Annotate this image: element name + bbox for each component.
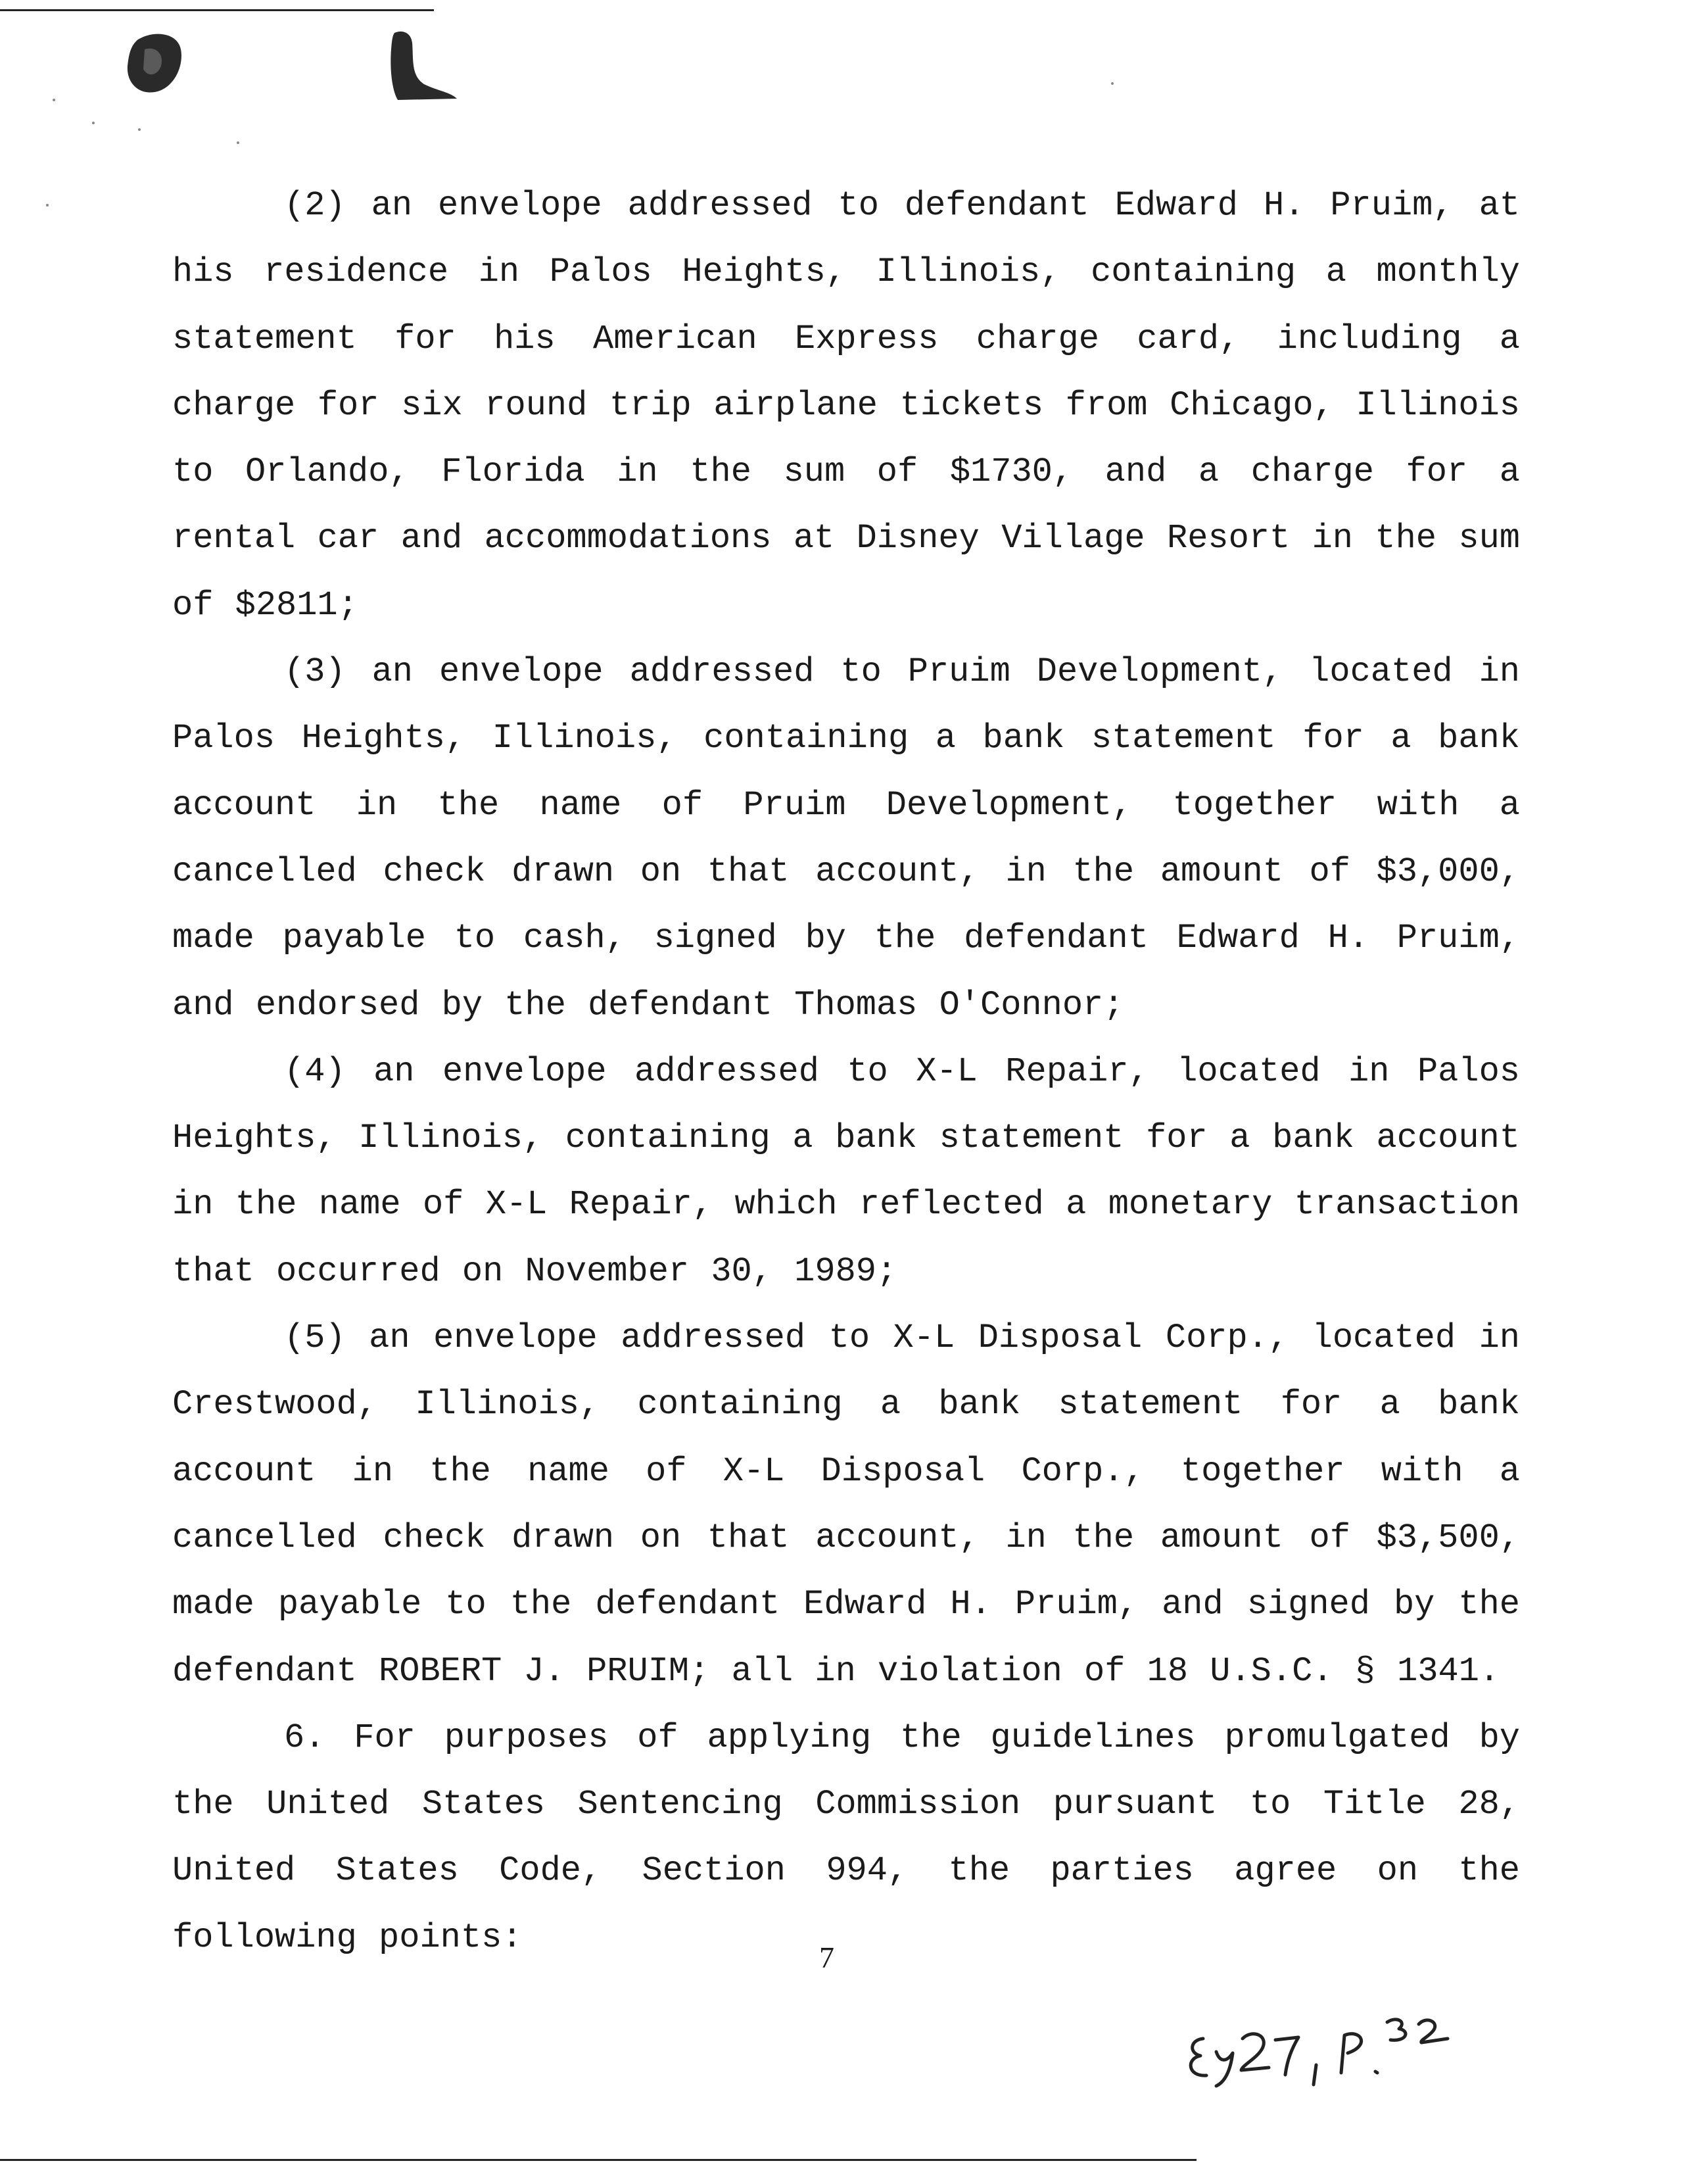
paragraph-text: (4) an envelope addressed to X-L Repair, located in Palos Heights, Illinois, containing a bank statement for a bank account in the name of X-L Repair, which reflected a monetary transaction that occurred on November 30, 1989; [172,1052,1520,1291]
handwritten-annotation [1177,1999,1479,2098]
scan-speck [46,204,49,206]
paragraph-text: (5) an envelope addressed to X-L Disposal Corp., located in Crestwood, Illinois, containing a bank statement for a bank account in the name of X-L Disposal Corp., together with a cancelled check drawn on that account, in the amount of $3,500, made payable to the defendant Edward H. Pruim, and signed by the defendant ROBERT J. PRUIM; all in violation of 18 U.S.C. § 1341. [172,1319,1520,1691]
paragraph-item-4 [172,1038,1520,1305]
scan-speck [237,141,239,144]
top-rule [0,9,434,11]
scan-speck [138,128,141,131]
page-number: 7 [819,1941,834,1974]
scan-smudge-left [118,26,197,99]
scan-speck [1111,82,1114,85]
scan-smudge-right [385,26,470,105]
scan-speck [53,99,55,101]
paragraph-item-2 [172,172,1520,639]
paragraph-text: (2) an envelope addressed to defendant Edward H. Pruim, at his residence in Palos Heights, Illinois, containing a monthly statement for his American Express charge card, including a charge for six round trip airplane tickets from Chicago, Illinois to Orlando, Florida in the sum of $1730, and a charge for a rental car and accommodations at Disney Village Resort in the sum of $2811; [172,186,1520,625]
bottom-rule [0,2159,1197,2161]
paragraph-item-5 [172,1305,1520,1705]
paragraph-item-3 [172,639,1520,1038]
paragraph-item-6 [172,1705,1520,1971]
paragraph-text: 6. For purposes of applying the guidelines promulgated by the United States Sentencing Commission pursuant to Title 28, United States Code, Section 994, the parties agree on the following points: [172,1718,1520,1957]
paragraph-text: (3) an envelope addressed to Pruim Development, located in Palos Heights, Illinois, containing a bank statement for a bank account in the name of Pruim Development, together with a cancelled check drawn on that account, in the amount of $3,000, made payable to cash, signed by the defendant Edward H. Pruim, and endorsed by the defendant Thomas O'Connor; [172,652,1520,1025]
scan-speck [92,122,95,124]
document-body [172,172,1520,1971]
